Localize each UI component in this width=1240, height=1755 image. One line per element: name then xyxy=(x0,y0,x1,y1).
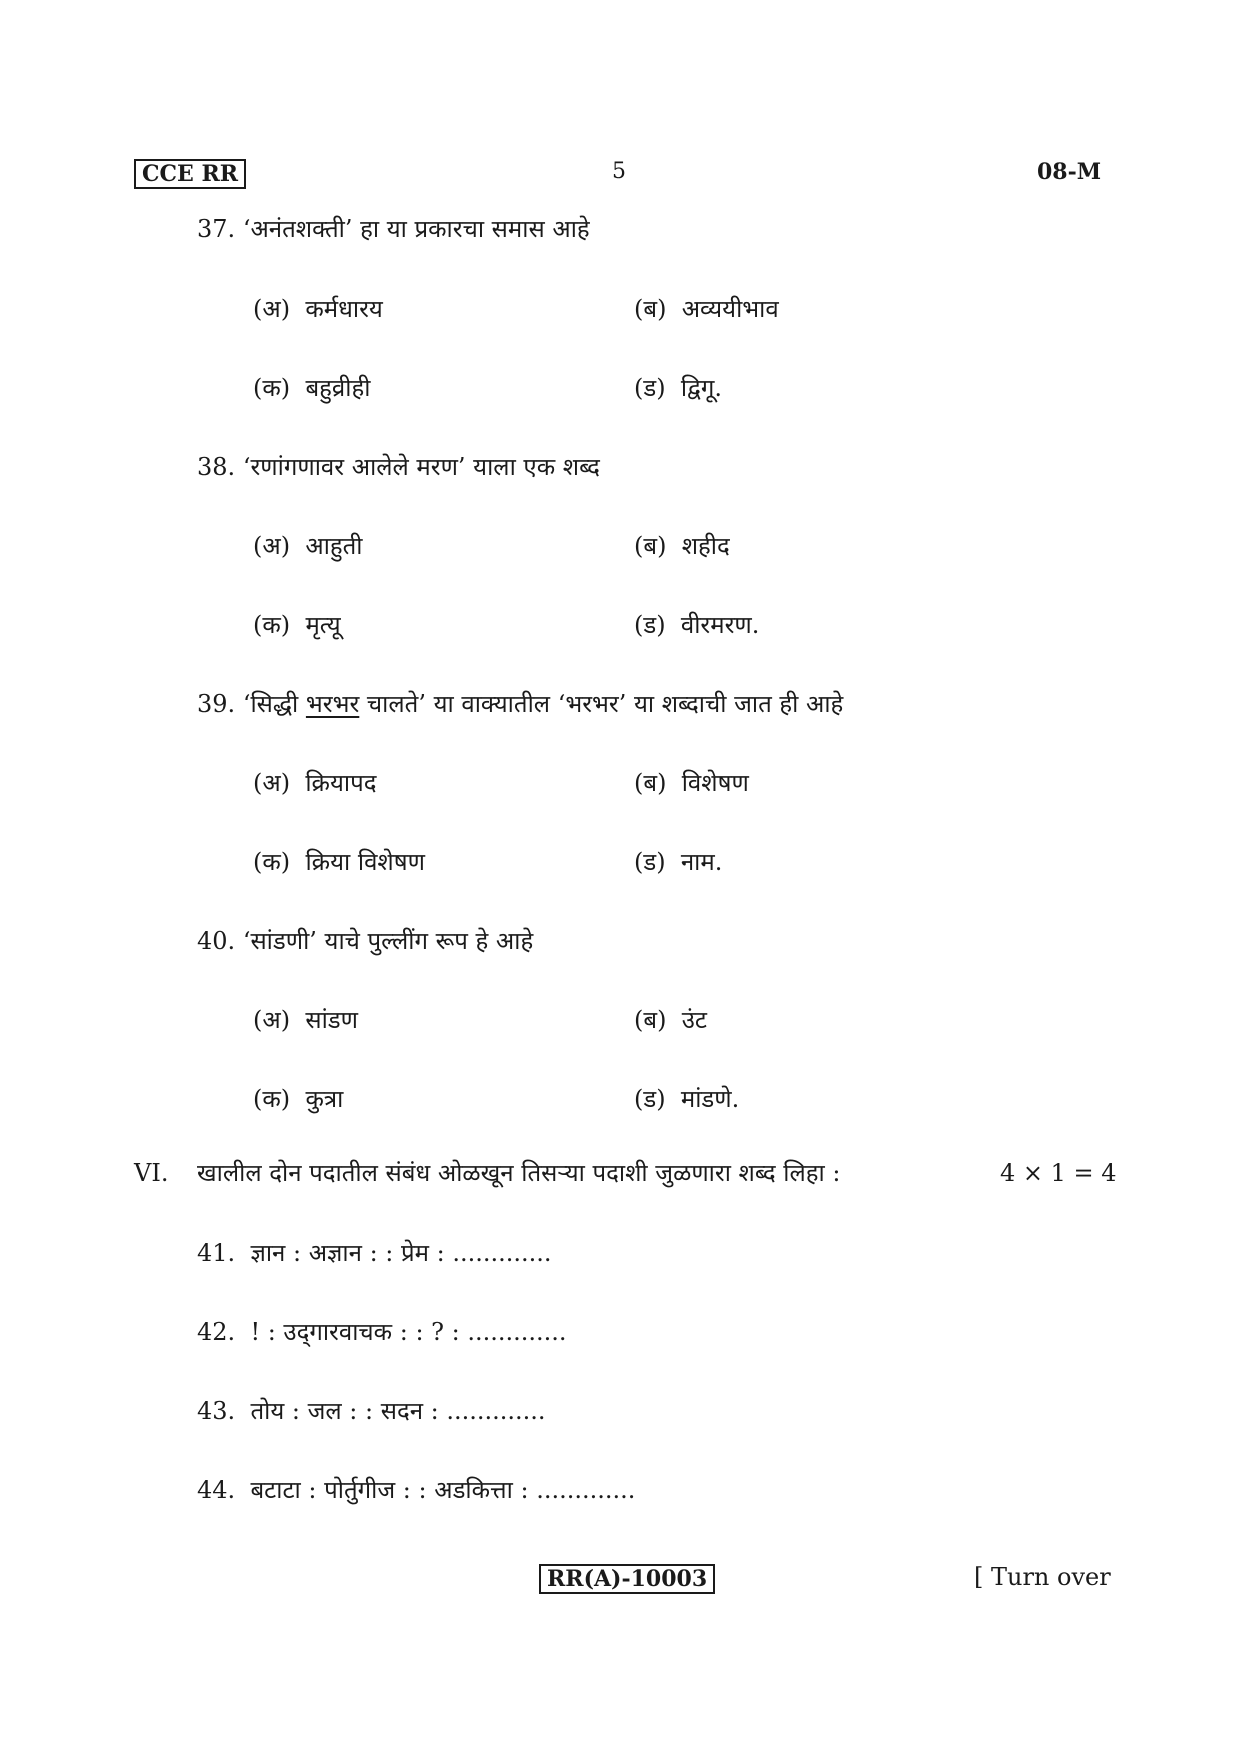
question-number: 39. xyxy=(197,690,236,718)
option-b: (ब) विशेषण xyxy=(634,769,749,797)
option-a: (अ) सांडण xyxy=(253,1006,358,1034)
option-b: (ब) अव्ययीभाव xyxy=(634,295,779,323)
option-c: (क) कुत्रा xyxy=(253,1085,344,1113)
option-b: (ब) उंट xyxy=(634,1006,707,1034)
option-d: (ड) वीरमरण. xyxy=(634,611,760,639)
analogy-43: 43. तोय : जल : : सदन : ............. xyxy=(197,1397,546,1425)
section-instruction: खालील दोन पदातील संबंध ओळखून तिसऱ्या पदाशी जुळणारा शब्द लिहा : xyxy=(197,1159,841,1187)
option-a: (अ) कर्मधारय xyxy=(253,295,383,323)
analogy-44: 44. बटाटा : पोर्तुगीज : : अडकित्ता : ............. xyxy=(197,1476,636,1504)
analogy-42: 42. ! : उद्‌गारवाचक : : ? : ............. xyxy=(197,1318,567,1346)
section-marks: 4 × 1 = 4 xyxy=(1000,1159,1117,1187)
question-text-part-b: चालते’ या वाक्यातील ‘भरभर’ या शब्दाची जात ही आहे xyxy=(359,690,844,718)
header-left-code: CCE RR xyxy=(134,159,246,189)
option-c: (क) क्रिया विशेषण xyxy=(253,848,425,876)
question-number: 38. xyxy=(197,453,236,481)
option-d: (ड) द्विगू. xyxy=(634,374,723,402)
section-number: VI. xyxy=(134,1159,169,1187)
option-d: (ड) नाम. xyxy=(634,848,723,876)
question-37 xyxy=(197,213,590,245)
question-39 xyxy=(197,688,843,720)
underlined-word: भरभर xyxy=(305,690,360,718)
question-number: 40. xyxy=(197,927,236,955)
question-text: ‘रणांगणावर आलेले मरण’ याला एक शब्द xyxy=(242,453,600,481)
option-c: (क) बहुव्रीही xyxy=(253,374,371,402)
question-text-part-a: ‘सिद्धी xyxy=(242,690,306,718)
header-right-code: 08-M xyxy=(1037,159,1102,185)
option-c: (क) मृत्यू xyxy=(253,611,341,639)
question-38 xyxy=(197,451,600,483)
option-a: (अ) आहुती xyxy=(253,532,363,560)
question-text: ‘सांडणी’ याचे पुल्लींग रूप हे आहे xyxy=(242,927,534,955)
option-b: (ब) शहीद xyxy=(634,532,730,560)
question-number: 37. xyxy=(197,215,236,243)
question-40 xyxy=(197,925,533,957)
option-d: (ड) मांडणे. xyxy=(634,1085,740,1113)
question-text: ‘अनंतशक्ती’ हा या प्रकारचा समास आहे xyxy=(242,215,590,243)
footer-code: RR(A)-10003 xyxy=(539,1564,715,1594)
page-number: 5 xyxy=(612,159,626,184)
turn-over-note: [ Turn over xyxy=(974,1563,1111,1591)
analogy-41: 41. ज्ञान : अज्ञान : : प्रेम : ............. xyxy=(197,1239,552,1267)
option-a: (अ) क्रियापद xyxy=(253,769,377,797)
